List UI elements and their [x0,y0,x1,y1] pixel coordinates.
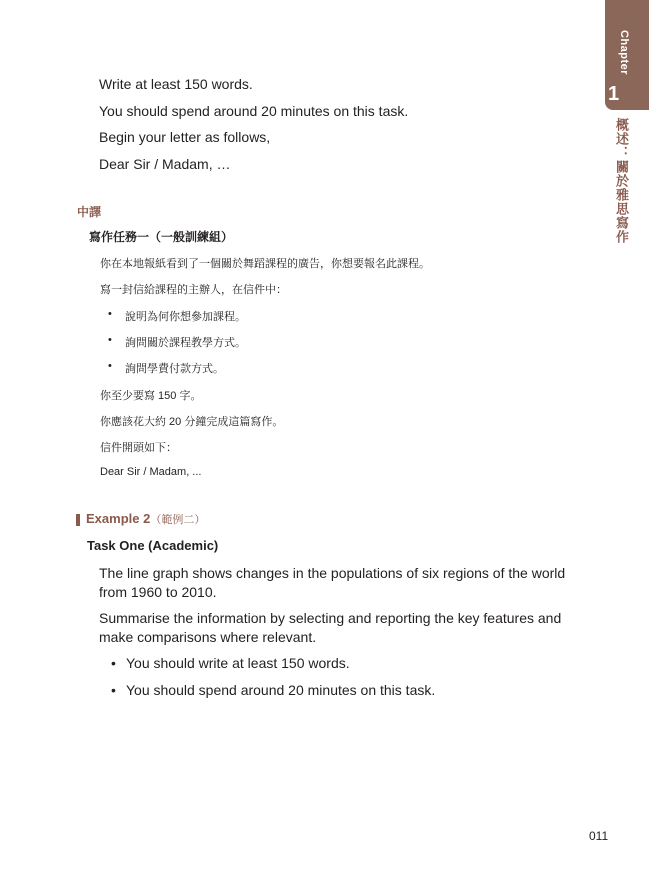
task-para-2-line-2: make comparisons where relevant. [99,629,317,645]
translation-line-3: 你至少要寫 150 字。 [100,390,202,402]
example-title-text: Example 2 [86,511,151,526]
translation-line-6: Dear Sir / Madam, ... [100,466,202,478]
translation-subtitle: 寫作任務一（一般訓練組） [89,230,234,244]
task-para-2-line-1: Summarise the information by selecting and reporting the key features and [99,610,562,626]
instruction-salutation: Dear Sir / Madam, … [99,156,231,172]
task-bullet-2: You should spend around 20 minutes on this task. [126,682,436,698]
bullet-dot: • [111,655,116,671]
instruction-word-count: Write at least 150 words. [99,76,253,92]
bullet-dot: • [108,360,112,372]
translation-line-4: 你應該花大約 20 分鐘完成這篇寫作。 [100,416,284,428]
example-title-paren: （範例二） [150,514,206,526]
chapter-number: 1 [608,83,620,105]
task-para-1-line-2: from 1960 to 2010. [99,584,217,600]
translation-line-2: 寫一封信給課程的主辦人，在信件中： [100,284,287,296]
instruction-begin: Begin your letter as follows, [99,129,271,145]
translation-line-5: 信件開頭如下： [100,442,177,454]
translation-heading: 中譯 [77,205,102,219]
bullet-dot: • [111,682,116,698]
page-number: 011 [589,829,609,843]
instruction-time: You should spend around 20 minutes on this task. [99,103,409,119]
bullet-dot: • [108,308,112,320]
translation-line-1: 你在本地報紙看到了一個關於舞蹈課程的廣告，你想要報名此課程。 [100,258,430,270]
translation-bullet-1: 說明為何你想參加課程。 [125,311,246,323]
bullet-dot: • [108,334,112,346]
section-marker-bar [76,514,80,526]
chapter-title: 概述：關於雅思寫作 [614,118,629,244]
translation-bullet-3: 詢問學費付款方式。 [125,363,224,375]
task-bullet-1: You should write at least 150 words. [126,655,350,671]
task-title: Task One (Academic) [87,538,219,553]
example-title [86,511,205,527]
task-para-1-line-1: The line graph shows changes in the populations of six regions of the world [99,565,566,581]
translation-bullet-2: 詢問關於課程教學方式。 [125,337,246,349]
chapter-label: Chapter [618,30,630,76]
